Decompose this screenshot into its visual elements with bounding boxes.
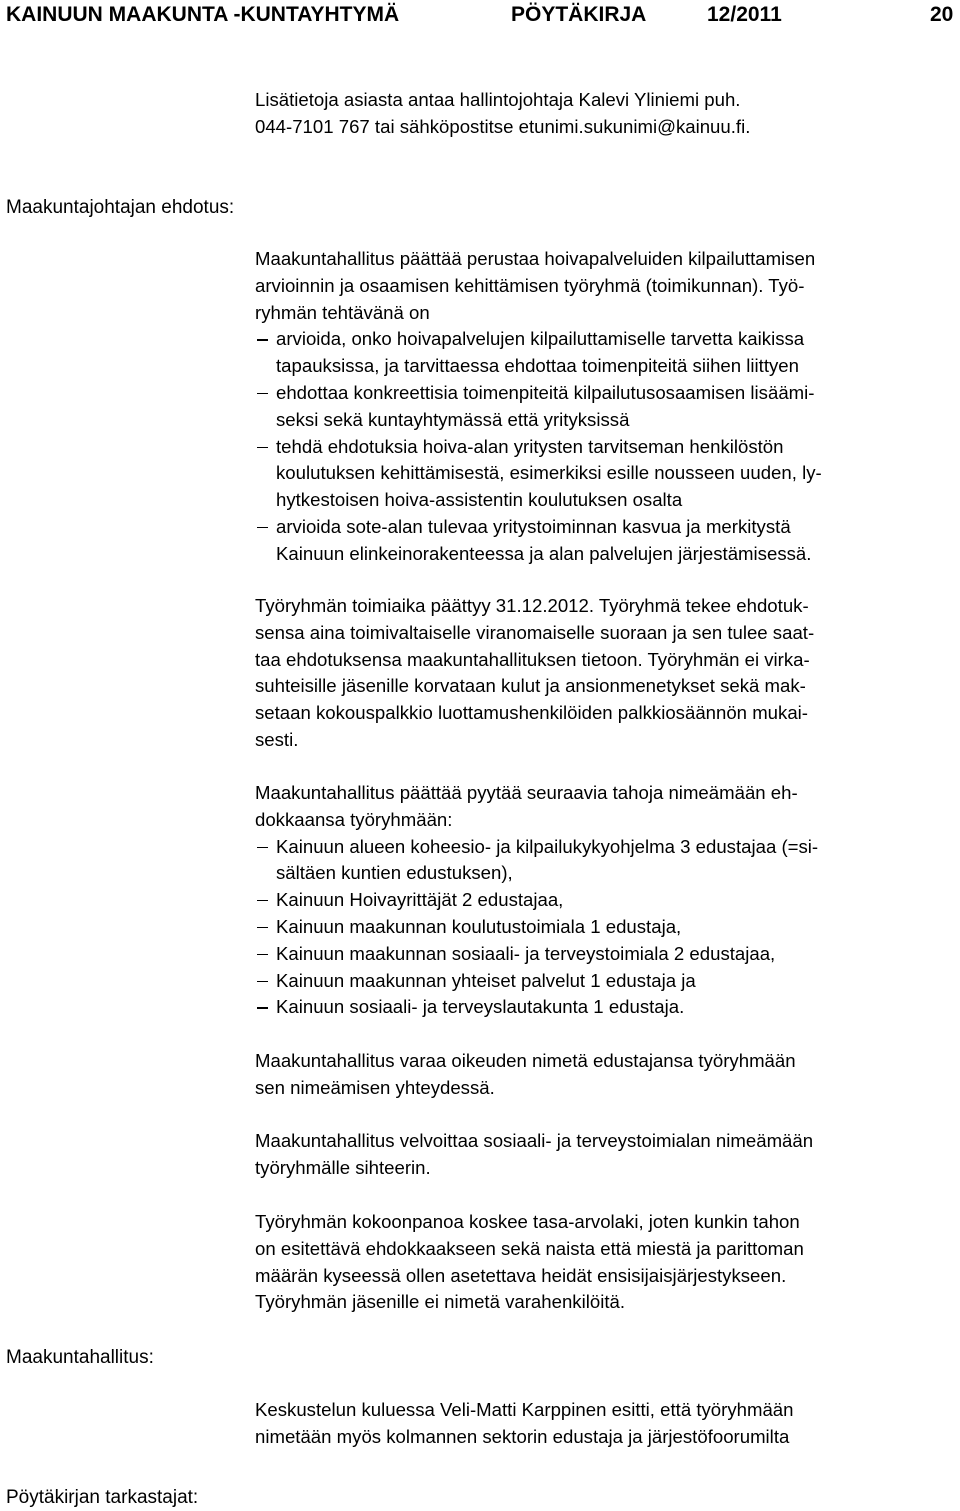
request-paragraph bbox=[255, 780, 955, 1021]
paragraph-line: taa ehdotuksensa maakuntahallituksen tietoon. Työryhmän ei virka- bbox=[255, 648, 810, 670]
paragraph-line: ryhmän tehtävänä on bbox=[255, 301, 430, 323]
paragraph-line: Lisätietoja asiasta antaa hallintojohtaja Kalevi Yliniemi puh. bbox=[255, 89, 741, 110]
list-item: Kainuun Hoivayrittäjät 2 edustajaa, bbox=[255, 887, 955, 914]
list-item: Kainuun maakunnan yhteiset palvelut 1 edustaja ja bbox=[255, 968, 955, 995]
list-item bbox=[255, 380, 955, 434]
paragraph-line: nimetään myös kolmannen sektorin edustaja ja järjestöfoorumilta bbox=[255, 1425, 790, 1447]
list-item: Kainuun maakunnan sosiaali- ja terveystoimiala 2 edustajaa, bbox=[255, 941, 955, 968]
organization-name: KAINUUN MAAKUNTA -KUNTAYHTYMÄ bbox=[6, 3, 400, 26]
paragraph-line: työryhmälle sihteerin. bbox=[255, 1156, 431, 1178]
paragraph-line: Työryhmän jäsenille ei nimetä varahenkilöitä. bbox=[255, 1291, 625, 1313]
list-line: Kainuun alueen koheesio- ja kilpailukykyohjelma 3 edustajaa (=si- bbox=[255, 834, 955, 861]
label-checkers: Pöytäkirjan tarkastajat: bbox=[6, 1487, 199, 1508]
paragraph-line: 044-7101 767 tai sähköpostitse etunimi.sukunimi@kainuu.fi. bbox=[255, 115, 751, 137]
paragraph-line: dokkaansa työryhmään: bbox=[255, 808, 453, 830]
label-board: Maakuntahallitus: bbox=[6, 1347, 154, 1368]
paragraph-line: setaan kokouspalkkio luottamushenkilöiden palkkiosäännön mukai- bbox=[255, 702, 808, 724]
paragraph-line: Työryhmän kokoonpanoa koskee tasa-arvolaki, joten kunkin tahon bbox=[255, 1211, 800, 1232]
paragraph-line: määrän kyseessä ollen asetettava heidät ensisijaisjärjestykseen. bbox=[255, 1264, 787, 1286]
list-item: Kainuun sosiaali- ja terveyslautakunta 1 edustaja. bbox=[255, 994, 955, 1021]
paragraph-line: Maakuntahallitus päättää pyytää seuraavia tahoja nimeämään eh- bbox=[255, 782, 798, 803]
list-line: sältäen kuntien edustuksen), bbox=[276, 862, 513, 884]
paragraph-line: sen nimeämisen yhteydessä. bbox=[255, 1076, 495, 1098]
equality-paragraph bbox=[255, 1209, 955, 1316]
paragraph-line: sesti. bbox=[255, 728, 299, 750]
list-line: arvioida sote-alan tulevaa yritystoiminnan kasvua ja merkitystä bbox=[255, 514, 955, 541]
list-line: Kainuun elinkeinorakenteessa ja alan palvelujen järjestämisessä. bbox=[276, 542, 812, 564]
paragraph-line: sensa aina toimivaltaiselle viranomaiselle suoraan ja sen tulee saat- bbox=[255, 621, 815, 643]
list-item bbox=[255, 434, 955, 514]
paragraph-line: Maakuntahallitus päättää perustaa hoivapalveluiden kilpailuttamisen bbox=[255, 248, 816, 269]
list-line: arvioida, onko hoivapalvelujen kilpailuttamiselle tarvetta kaikissa bbox=[255, 326, 955, 353]
secretary-paragraph bbox=[255, 1128, 955, 1182]
paragraph-line: arvioinnin ja osaamisen kehittämisen työryhmä (toimikunnan). Työ- bbox=[255, 274, 805, 296]
list-item: Kainuun maakunnan koulutustoimiala 1 edustaja, bbox=[255, 914, 955, 941]
term-paragraph bbox=[255, 593, 955, 754]
page-header bbox=[0, 0, 960, 32]
list-line: tapauksissa, ja tarvittaessa ehdottaa toimenpiteitä siihen liittyen bbox=[276, 355, 799, 377]
meeting-number: 12/2011 bbox=[707, 3, 782, 26]
discussion-paragraph bbox=[255, 1397, 955, 1451]
list-item bbox=[255, 834, 955, 888]
paragraph-line: suhteisille jäsenille korvataan kulut ja ansionmenetykset sekä mak- bbox=[255, 675, 806, 697]
list-line: ehdottaa konkreettisia toimenpiteitä kilpailutusosaamisen lisäämi- bbox=[255, 380, 955, 407]
reserve-paragraph bbox=[255, 1048, 955, 1102]
paragraph-line: Työryhmän toimiaika päättyy 31.12.2012. Työryhmä tekee ehdotuk- bbox=[255, 595, 809, 616]
list-line: tehdä ehdotuksia hoiva-alan yritysten tarvitseman henkilöstön bbox=[255, 434, 955, 461]
paragraph-line: Keskustelun kuluessa Veli-Matti Karppinen esitti, että työryhmään bbox=[255, 1399, 794, 1420]
list-item bbox=[255, 514, 955, 568]
list-item bbox=[255, 326, 955, 380]
label-proposal: Maakuntajohtajan ehdotus: bbox=[6, 197, 235, 218]
list-line: seksi sekä kuntayhtymässä että yrityksissä bbox=[276, 408, 630, 430]
document-type: PÖYTÄKIRJA bbox=[511, 3, 647, 26]
decision-paragraph bbox=[255, 246, 955, 568]
info-paragraph bbox=[255, 87, 955, 141]
paragraph-line: on esitettävä ehdokkaakseen sekä naista että miestä ja parittoman bbox=[255, 1237, 804, 1259]
paragraph-line: Maakuntahallitus velvoittaa sosiaali- ja terveystoimialan nimeämään bbox=[255, 1130, 814, 1151]
paragraph-line: Maakuntahallitus varaa oikeuden nimetä edustajansa työryhmään bbox=[255, 1050, 796, 1071]
list-line: koulutuksen kehittämisestä, esimerkiksi esille nousseen uuden, ly- bbox=[276, 462, 822, 484]
page-number: 20 bbox=[930, 3, 954, 26]
list-line: hytkestoisen hoiva-assistentin koulutuksen osalta bbox=[276, 489, 683, 511]
